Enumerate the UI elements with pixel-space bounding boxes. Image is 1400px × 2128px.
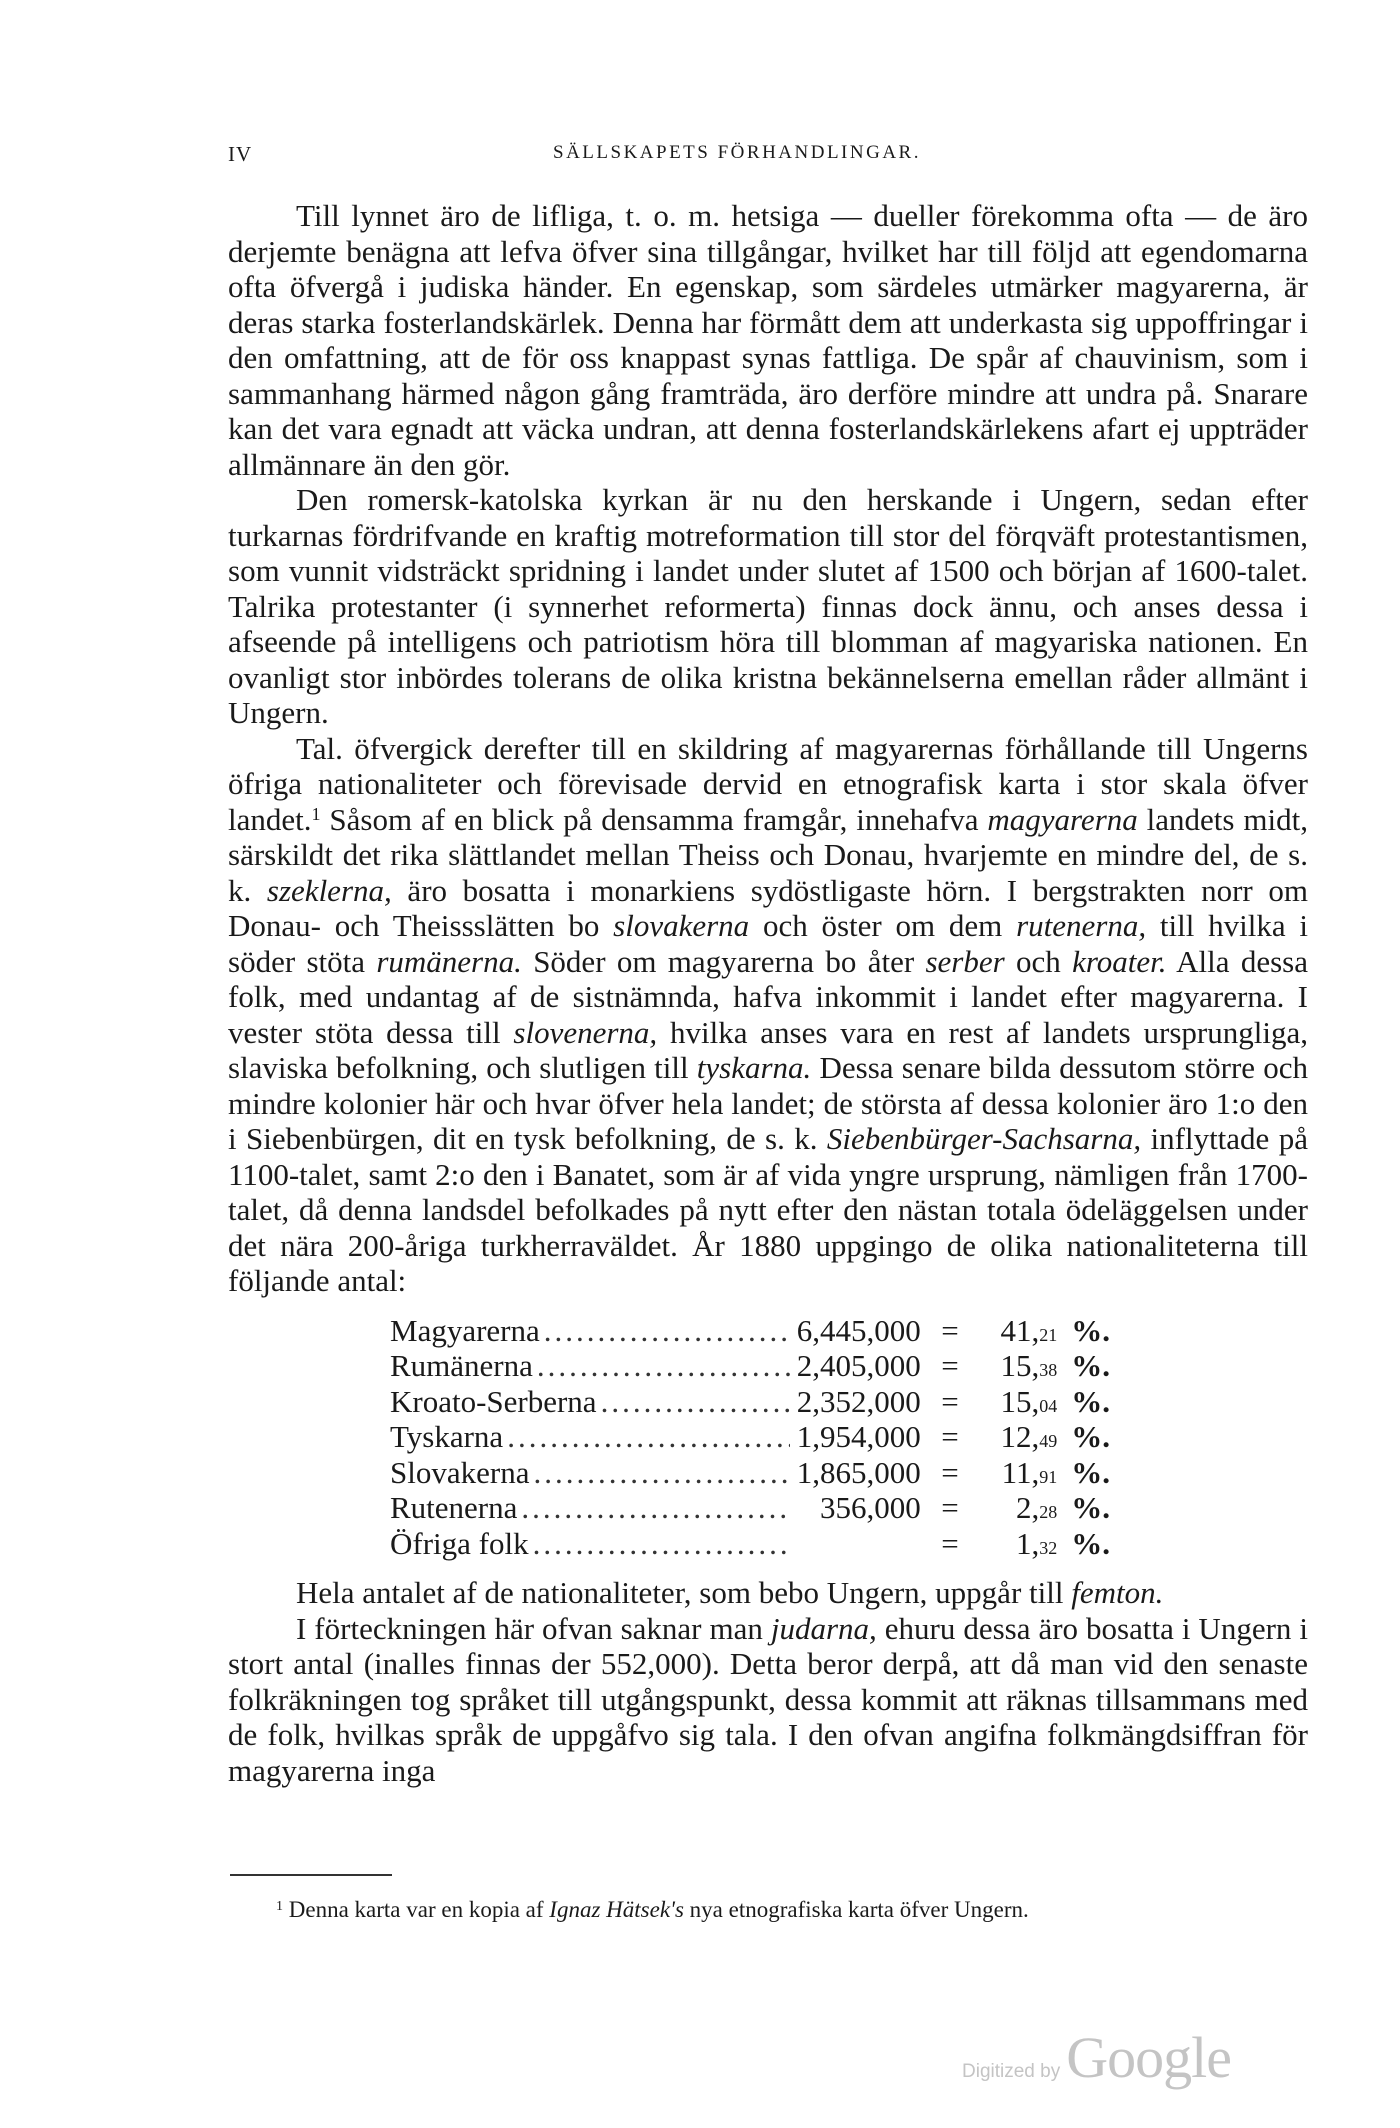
percentage: 15,04 bbox=[1000, 1383, 1058, 1419]
percentage: 41,21 bbox=[1000, 1312, 1058, 1348]
percent-sign: %. bbox=[1071, 1454, 1110, 1490]
percent-sign: %. bbox=[1071, 1490, 1110, 1525]
percent-sign: %. bbox=[1071, 1525, 1110, 1561]
percent-sign: %. bbox=[1071, 1383, 1110, 1419]
equals-sign: = bbox=[941, 1348, 959, 1383]
paragraph-total: Hela antalet af de nationaliteter, som bebo Ungern, uppgår till femton. bbox=[296, 1575, 1164, 1610]
population-count: 2,352,000 bbox=[796, 1383, 921, 1419]
equals-sign: = bbox=[941, 1490, 959, 1525]
paragraph-temperament: Till lynnet äro de lifliga, t. o. m. hetsiga — dueller förekomma ofta — de äro derjemte benägna att lefva öfver sina tillgångar, hvilket har till följd att egendomarna ofta öfvergå i judiska händer. En egenskap, som särdeles utmärker magyarerna, är deras starka fosterlandskärlek. Denna har förmått dem att underkasta sig uppoffringar i den omfattning, att de för oss knappast synas fattliga. De spår af chauvinism, som i sammanhang härmed någon gång framträda, äro derföre mindre att undra på. Snarare kan det vara egnadt att väcka undran, att denna fosterlandskärlekens afart ej uppträder allmännare än den gör. bbox=[228, 198, 1308, 482]
nationality-name: Magyarerna ..... bbox=[390, 1313, 790, 1349]
nationality-name: Öfriga folk ..... bbox=[390, 1526, 790, 1562]
percentage: 15,38 bbox=[1000, 1348, 1058, 1383]
percent-sign: %. bbox=[1071, 1312, 1110, 1348]
table-row bbox=[390, 1526, 1110, 1562]
table-row bbox=[390, 1455, 1110, 1491]
running-title: SÄLLSKAPETS FÖRHANDLINGAR. bbox=[553, 142, 921, 163]
percentage: 1,32 bbox=[1016, 1525, 1058, 1561]
table-row bbox=[390, 1348, 1110, 1384]
paragraph-nationalities: Tal. öfvergick derefter till en skildring af magyarernas förhållande till Ungerns öfriga nationaliteter och förevisade dervid en etnografisk karta i stor skala öfver landet.$^1$ Såsom af en blick på densamma framgår, innehafva magyarerna landets midt, särskildt det rika slättlandet mellan Theiss och Donau, hvarjemte en mindre del, de s. k. szeklerna, äro bosatta i monarkiens sydöstligaste hörn. I bergstrakten norr om Donau- och Theissslätten bo slovakerna och öster om dem rutenerna, till hvilka i söder stöta rumänerna. Söder om magyarerna bo åter serber och kroater. Alla dessa folk, med undantag af de sistnämnda, hafva inkommit i landet efter magyarerna. I vester stöta dessa till slovenerna, hvilka anses vara en rest af landets ursprungliga, slaviska befolkning, och slutligen till tyskarna. Dessa senare bilda dessutom större och mindre kolonier här och hvar öfver hela landet; de största af dessa kolonier äro 1:o den i Siebenbürgen, dit en tysk befolkning, de s. k. Siebenbürger-Sachsarna, inflyttade på 1100-talet, samt 2:o den i Banatet, som är af vida yngre ursprung, nämligen från 1700-talet, då denna landsdel befolkades på nytt efter den nästan totala ödeläggelsen under det nära 200-åriga turkherraväldet. År 1880 uppgingo de olika nationaliteterna till följande antal: bbox=[228, 730, 1309, 1298]
population-count: 6,445,000 bbox=[796, 1312, 921, 1348]
page-header bbox=[228, 142, 1308, 172]
population-table bbox=[390, 1313, 1110, 1562]
equals-sign: = bbox=[941, 1312, 959, 1348]
page-number: IV bbox=[228, 142, 253, 166]
digitized-watermark bbox=[962, 2024, 1231, 2090]
population-count: 356,000 bbox=[819, 1490, 921, 1525]
equals-sign: = bbox=[941, 1525, 959, 1561]
percentage: 12,49 bbox=[1000, 1419, 1058, 1454]
percentage: 2,28 bbox=[1016, 1490, 1058, 1525]
footnote-rule bbox=[230, 1874, 392, 1876]
footnote-mark: 1 bbox=[276, 1899, 283, 1914]
table-row bbox=[390, 1384, 1110, 1420]
population-count: 2,405,000 bbox=[796, 1348, 921, 1383]
percent-sign: %. bbox=[1071, 1419, 1110, 1454]
footnote: $^1$ Denna karta var en kopia af Ignaz Hätsek's nya etnografiska karta öfver Ungern. bbox=[276, 1897, 1029, 1922]
population-count: 1,954,000 bbox=[796, 1419, 921, 1454]
equals-sign: = bbox=[941, 1383, 959, 1419]
equals-sign: = bbox=[941, 1454, 959, 1490]
table-row bbox=[390, 1419, 1110, 1455]
nationality-name: Slovakerna ..... bbox=[390, 1455, 790, 1491]
nationality-name: Kroato-Serberna ..... bbox=[390, 1384, 790, 1420]
body-text bbox=[228, 198, 1308, 1788]
paragraph-religion: Den romersk-katolska kyrkan är nu den herskande i Ungern, sedan efter turkarnas fördrifvande en kraftig motreformation till stor del förqväft protestantismen, som vunnit vidsträckt spridning i landet under slutet af 1500 och början af 1600-talet. Talrika protestanter (i synnerhet reformerta) finnas dock ännu, och anses dessa i afseende på intelligens och patriotism höra till blomman af magyariska nationen. En ovanligt stor inbördes tolerans de olika kristna bekännelserna emellan råder allmänt i Ungern. bbox=[228, 482, 1308, 730]
table-row bbox=[390, 1490, 1110, 1526]
equals-sign: = bbox=[941, 1419, 959, 1454]
watermark-digitized-by: Digitized by bbox=[962, 2061, 1061, 2082]
nationality-name: Tyskarna ..... bbox=[390, 1419, 790, 1455]
nationality-name: Rutenerna ..... bbox=[390, 1490, 790, 1526]
footnote-reference: 1 bbox=[311, 803, 321, 824]
percent-sign: %. bbox=[1071, 1348, 1110, 1383]
percentage: 11,91 bbox=[1001, 1454, 1058, 1490]
nationality-name: Rumänerna ..... bbox=[390, 1348, 790, 1384]
watermark-google-logo: Google bbox=[1066, 2025, 1231, 2090]
paragraph-jews: I förteckningen här ofvan saknar man judarna, ehuru dessa äro bosatta i Ungern i stort antal (inalles finnas der 552,000). Detta beror derpå, att då man vid den senaste folkräkningen tog språket till utgångspunkt, dessa kommit att räknas tillsammans med de folk, hvilkas språk de uppgåfvo sig tala. I den ofvan angifna folkmängdsiffran för magyarerna inga bbox=[228, 1610, 1308, 1788]
table-row bbox=[390, 1313, 1110, 1349]
population-count: 1,865,000 bbox=[796, 1454, 921, 1490]
